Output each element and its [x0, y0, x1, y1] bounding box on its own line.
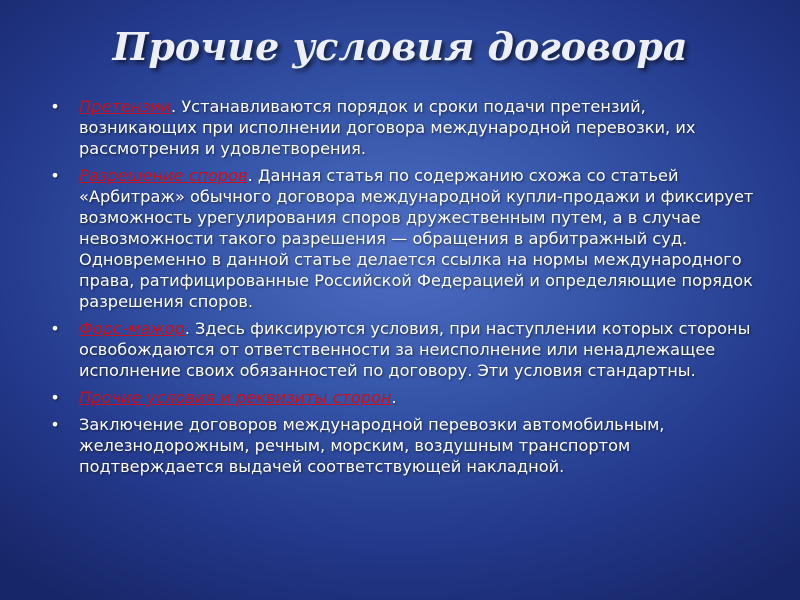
term-other-conditions: Прочие условия и реквизиты сторон	[79, 388, 392, 407]
bullet-text-other-conditions: .	[391, 388, 397, 407]
bullet-icon: •	[50, 319, 60, 338]
bullet-icon: •	[50, 388, 60, 407]
bullet-item-force-majeure	[48, 318, 764, 381]
bullet-item-claims	[48, 96, 764, 159]
bullet-item-other-conditions	[48, 387, 764, 408]
bullet-text-claims: . Устанавливаются порядок и сроки подачи претензий, возникающих при исполнении договора международной перевозки, их рассмотрения и удовлетворения.	[79, 97, 696, 158]
bullet-icon: •	[50, 97, 60, 116]
bullet-item-waybill	[48, 414, 764, 477]
bullet-icon: •	[50, 415, 60, 434]
term-dispute-resolution: Разрешение споров	[79, 166, 248, 185]
bullet-icon: •	[50, 166, 60, 185]
term-force-majeure: Форс-мажор	[79, 319, 185, 338]
bullet-text-waybill: Заключение договоров международной перевозки автомобильным, железнодорожным, речным, морским, воздушным транспортом подтверждается выдачей соответствующей накладной.	[79, 415, 665, 476]
term-claims: Претензии	[79, 97, 172, 116]
slide-title: Прочие условия договора	[112, 24, 688, 69]
bullet-text-dispute-resolution: . Данная статья по содержанию схожа со статьей «Арбитраж» обычного договора международной купли-продажи и фиксирует возможность урегулирования споров дружественным путем, а в случае невозможности такого разрешения — обращения в арбитражный суд. Одновременно в данной статье делается ссылка на нормы международного права, ратифицированные Российской Федерацией и определяющие порядок разрешения споров.	[79, 166, 754, 311]
bullet-item-dispute-resolution	[48, 165, 764, 312]
bullet-list	[48, 96, 764, 483]
bullet-text-force-majeure: . Здесь фиксируются условия, при наступлении которых стороны освобождаются от ответственности за неисполнение или ненадлежащее исполнение своих обязанностей по договору. Эти условия стандартны.	[79, 319, 751, 380]
